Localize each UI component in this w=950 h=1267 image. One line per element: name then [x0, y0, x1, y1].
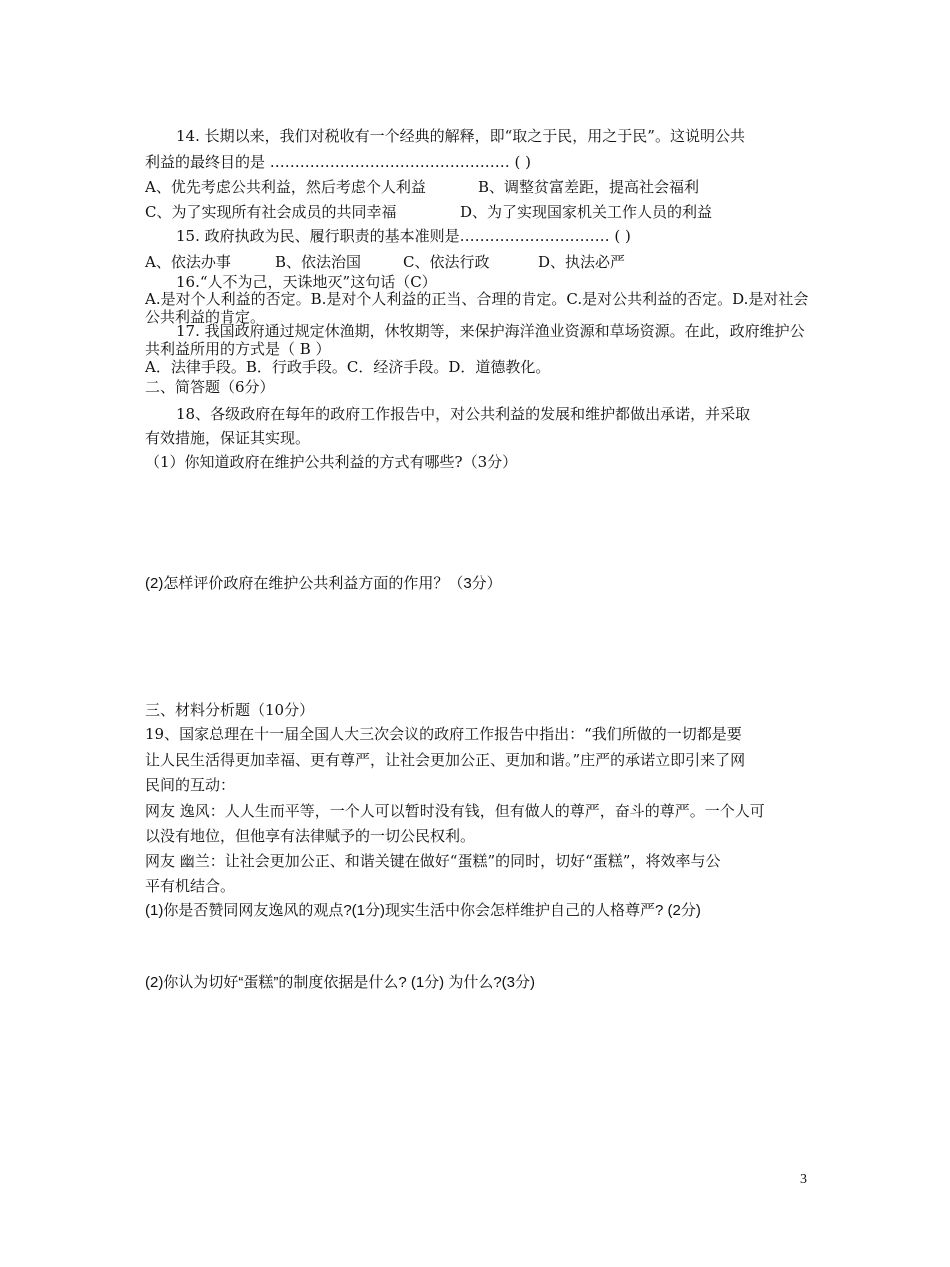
q18-stem-line1: 18、各级政府在每年的政府工作报告中，对公共利益的发展和维护都做出承诺，并采取 — [176, 405, 751, 423]
section2-heading: 二、简答题（6分） — [145, 378, 275, 396]
q15-option-a: A、依法办事 — [145, 253, 231, 271]
q17-stem: 17. 我国政府通过规定休渔期，休牧期等，来保护海洋渔业资源和草场资源。在此，政府维护公共利益所用的方式是（ B ） — [145, 322, 805, 358]
q16-stem: 16.“人不为己，天诛地灭”这句话（C） — [176, 273, 437, 291]
netizen1-line2: 以没有地位，但他享有法律赋予的一切公民权利。 — [145, 827, 476, 845]
q18-subquestion-1: （1）你知道政府在维护公共利益的方式有哪些?（3分） — [145, 453, 518, 471]
netizen2-line1: 网友 幽兰：让社会更加公正、和谐关键在做好“蛋糕”的同时，切好“蛋糕”，将效率与公 — [145, 852, 721, 870]
q14-option-d: D、为了实现国家机关工作人员的利益 — [460, 203, 713, 221]
q19-subquestion-2: (2)你认为切好“蛋糕”的制度依据是什么? (1分) 为什么?(3分) — [145, 974, 536, 991]
q18-stem-line2: 有效措施，保证其实现。 — [145, 429, 311, 447]
q15-option-c: C、依法行政 — [403, 253, 490, 271]
netizen2-line2: 平有机结合。 — [145, 877, 236, 895]
q15-options — [145, 252, 815, 272]
q15-option-d: D、执法必严 — [538, 253, 626, 271]
q18-subquestion-2: (2)怎样评价政府在维护公共利益方面的作用？（3分） — [145, 575, 502, 592]
q19-subquestion-1: (1)你是否赞同网友逸风的观点?(1分)现实生活中你会怎样维护自己的人格尊严? (2分) — [145, 902, 701, 919]
q17-options: A．法律手段。B．行政手段。C．经济手段。D．道德教化。 — [145, 358, 551, 376]
q14-stem-line2: 利益的最终目的是 ………………………………………… ( ) — [145, 153, 532, 171]
q14-option-a: A、优先考虑公共利益，然后考虑个人利益 — [145, 178, 426, 196]
page-number: 3 — [800, 1172, 807, 1187]
q14-option-b: B、调整贫富差距，提高社会福利 — [478, 178, 700, 196]
netizen1-line1: 网友 逸风：人人生而平等，一个人可以暂时没有钱，但有做人的尊严，奋斗的尊严。一个人可 — [145, 802, 765, 820]
q19-stem-line1: 19、国家总理在十一届全国人大三次会议的政府工作报告中指出：“我们所做的一切都是要 — [145, 725, 742, 743]
q19-stem-line2: 让人民生活得更加幸福、更有尊严，让社会更加公正、更加和谐。”庄严的承诺立即引来了网 — [145, 751, 746, 769]
q15-option-b: B、依法治国 — [275, 253, 362, 271]
q14-options-row1 — [145, 177, 815, 197]
q19-stem-line3: 民间的互动： — [145, 776, 236, 794]
section3-heading: 三、材料分析题（10分） — [145, 701, 315, 719]
q14-stem-line1: 14. 长期以来，我们对税收有一个经典的解释，即“取之于民，用之于民”。这说明公共 — [176, 127, 745, 145]
q16-options: A.是对个人利益的否定。B.是对个人利益的正当、合理的肯定。C.是对公共利益的否定。D.是对社会公共利益的肯定。 — [145, 290, 809, 326]
q14-options-row2 — [145, 202, 815, 222]
q15-stem: 15. 政府执政为民、履行职责的基本准则是………………………… ( ) — [176, 227, 631, 245]
q14-option-c: C、为了实现所有社会成员的共同幸福 — [145, 203, 397, 221]
